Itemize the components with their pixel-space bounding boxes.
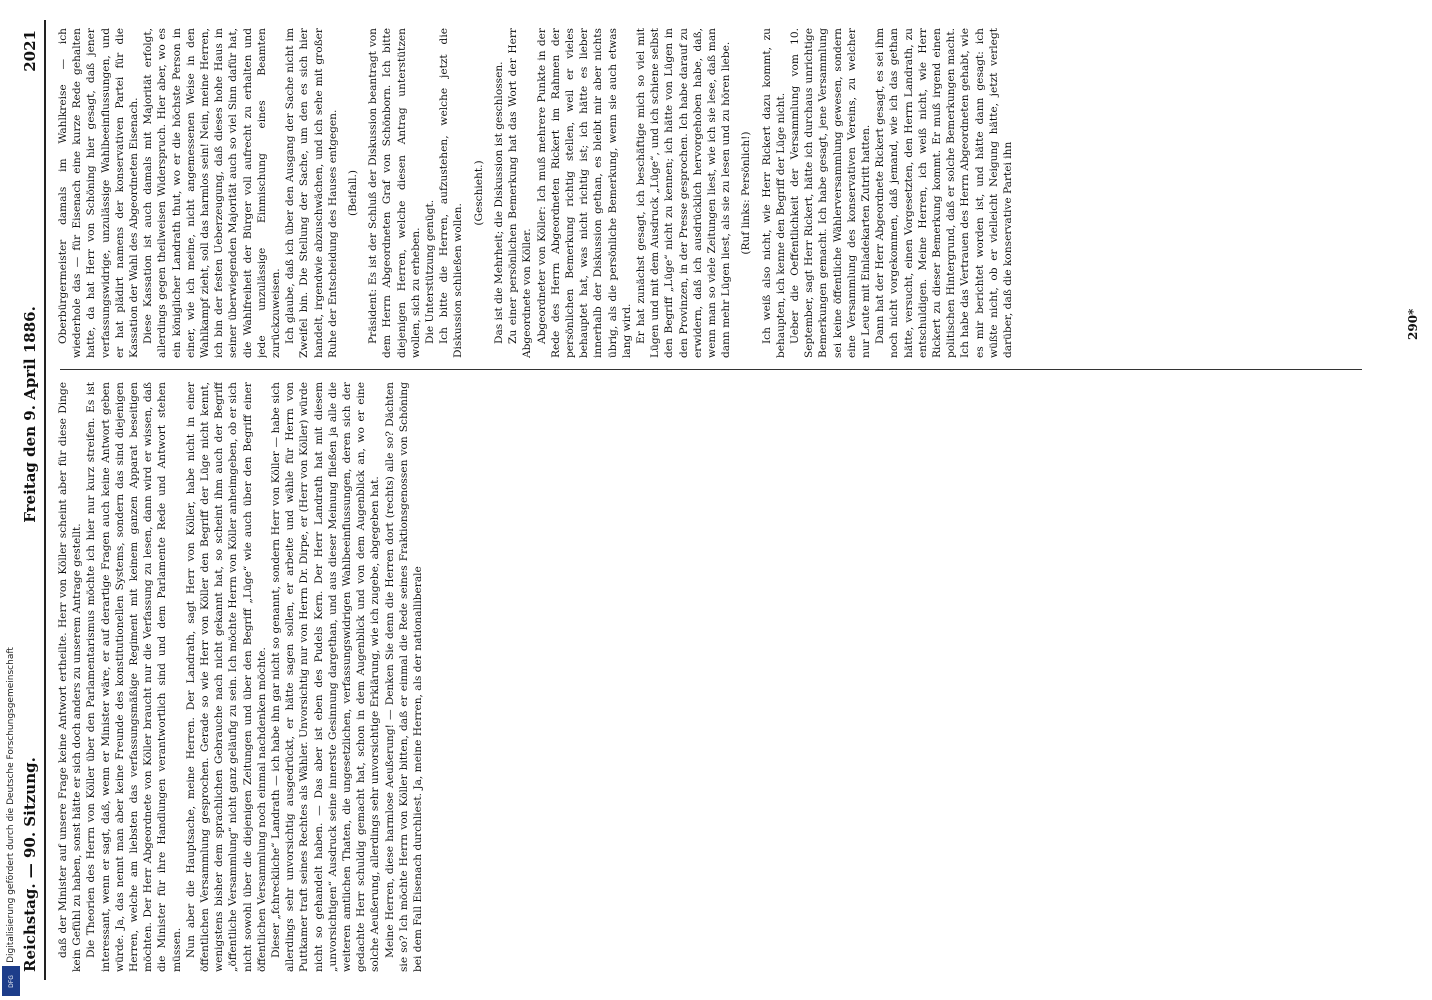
dfg-logo: DFG: [2, 966, 20, 996]
footer-number: 290*: [1406, 308, 1420, 340]
digitization-note: Digitalisierung gefördert durch die Deutsche Forschungsgemeinschaft: [6, 647, 16, 963]
paragraph: Die Theorien des Herrn von Köller über den Parlamentarismus möchte ich hier nur kurz streifen. Es ist interessant, wenn er sagt, daß, wenn er Minister wäre, er auf derartige Fragen auch keine Antwort geben würde. Ja, das nennt man aber keine Freunde des konstitutionellen Systems, sondern das sind diejenigen Herren, welche am liebsten das verfassungsmäßige Regiment mit keinem ganzen Apparat beseitigen möchten. Der Herr Abgeordnete von Köller braucht nur die Verfassung zu lesen, dann wird er wissen, daß die Minister für ihre Handlungen verantwortlich sind und dem Parlamente Rede und Antwort stehen müssen.: [85, 382, 183, 972]
paragraph: (Beifall.): [347, 169, 360, 217]
paragraph: Präsident: Es ist der Schluß der Diskussion beantragt von dem Herrn Abgeordneten Graf von Schönborn. Ich bitte diejenigen Herren, welche diesen Antrag unterstützen wollen, sich zu erheben.: [367, 28, 422, 358]
right-column: [56, 28, 1392, 358]
paragraph: Er hat zunächst gesagt, ich beschäftige mich so viel mit Lügen und mit dem Ausdruck „Lüge“, und ich schiene selbst den Begriff „Lüge“ nicht zu kennen; ich hätte von Lügen in den Provinzen, in der Presse gesprochen. Ich habe darauf zu erwidern, daß ich ausdrücklich hervorgehoben habe, daß, wenn man so viele Zeitungen liest, wie ich sie lese, daß man dann mehr Lügen liest, als sie zu lesen und zu hören liebe.: [634, 28, 733, 358]
paragraph: Nun aber die Hauptsache, meine Herren. Der Landrath, sagt Herr von Köller, habe nicht in einer öffentlichen Versammlung gesprochen. Gerade so wie Herr von Köller den Begriff der Lüge nicht kennt, wenigstens bisher dem sprachlichen Gebrauche nach nicht gekannt hat, so scheint ihm auch der Begriff „öffentliche Versammlung“ nicht ganz geläufig zu sein. Ich möchte Herrn von Köller anheimgeben, ob er sich nicht sowohl über die diejenigen Zeitungen und über den Begriff „Lüge“ wie auch über den Begriff einer öffentlichen Versammlung noch einmal nachdenken möchte.: [184, 382, 268, 972]
page-header: [18, 0, 42, 1000]
paragraph: Zu einer persönlichen Bemerkung hat das Wort der Herr Abgeordnete von Köller.: [507, 28, 534, 358]
paragraph: Die Unterstützung genügt.: [424, 199, 437, 344]
paragraph: (Geschieht.): [472, 160, 485, 226]
paragraph: Das ist die Mehrheit; die Diskussion ist geschlossen.: [492, 61, 505, 344]
paragraph: Ich weiß also nicht, wie Herr Rickert dazu kommt, zu behaupten, ich kenne den Begriff der Lüge nicht.: [760, 28, 787, 358]
paragraph: Ich bitte die Herren, aufzustehen, welche jetzt die Diskussion schließen wollen.: [438, 28, 465, 358]
header-rule: [44, 20, 46, 980]
paragraph: Ueber die Oeffentlichkeit der Versammlung vom 10. September, sagt Herr Rickert, hätte ich durchaus unrichtige Bemerkungen gemacht. Ich habe gesagt, jene Versammlung sei keine öffentliche Wählerversammlung gewesen, sondern eine Versammlung des konservativen Vereins, zu welcher nur Leute mit Einladekarten Zutritt hatten.: [788, 28, 872, 358]
paragraph: Meine Herren, diese harmlose Aeußerung! — Denken Sie denn die Herren dort (rechts) alle so? Dächten sie so? Ich möchte Herrn von Köller bitten, daß er einmal die Rede seines Fraktionsgenossen von Schöning bei dem Fall Eisenach durchliest. Ja, meine Herren, als der nationalliberale: [383, 382, 425, 972]
paragraph: Abgeordneter von Köller: Ich muß mehrere Punkte in der Rede des Herrn Abgeordneten Rickert im Rahmen der persönlichen Bemerkung richtig stellen, weil er vieles behauptet hat, was nicht richtig ist; ich hätte es lieber innerhalb der Diskussion gethan, es bleibt mir aber nichts übrig, als die persönliche Bemerkung, wenn sie auch etwas lang wird.: [535, 28, 633, 358]
paragraph: (Ruf links: Persönlich!): [740, 131, 753, 255]
header-center: Freitag den 9. April 1886.: [21, 306, 39, 523]
paragraph: Dann hat der Herr Abgeordnete Rickert gesagt, es sei ihm noch nicht vorgekommen, daß jemand, wie ich das gethan hätte, versucht, einen Vorgesetzten, den Herrn Landrath, zu entschuldigen. Meine Herren, ich weiß nicht, wie Herr Rickert zu dieser Bemerkung kommt. Er muß irgend einen politischen Hintergrund, daß er solche Bemerkungen macht. Ich habe das Vertrauen des Herrn Abgeordneten gehabt, wie es mir berichtet worden ist, und hätte dann gesagt: ich wüßte nicht, ob er vielleicht Neigung hätte, jetzt verlegt darüber, daß die konservative Partei ihn: [874, 28, 1014, 358]
paragraph: daß der Minister auf unsere Frage keine Antwort ertheilte. Herr von Köller scheint aber für diese Dinge kein Gefühl zu haben, sonst hätte er sich doch anders zu unserem Antrage gestellt.: [57, 382, 84, 972]
header-page-number: 2021: [21, 30, 39, 72]
paragraph: Ich glaube, daß ich über den Ausgang der Sache nicht im Zweifel bin. Die Stellung der Sache, um den es sich hier handelt, irgendwie abzuschwächen, und ich sehe mit großer Ruhe der Entscheidung des Hauses entgegen.: [284, 28, 339, 358]
paragraph: Dieser „fchreckliche“ Landrath — ich habe ihn gar nicht so genannt, sondern Herr von Köller — habe sich allerdings sehr unvorsichtig ausgedrückt, er hätte sagen sollen, er arbeite und wähle für Herrn von Puttkamer traft seines Rechtes als Wähler. Unvorsichtig nur von Herrn Dr. Dirpe, er (Herr von Köller) würde nicht so gehandelt haben. — Das aber ist eben des Pudels Kern. Der Herr Landrath hat mit diesem „unvorsichtigen“ Ausdruck seine innerste Gesinnung dargethan, und aus dieser Meinung fließen ja alle die weiteren amtlichen Thaten, die ungesetzlichen, verfassungswidrigen Wahlbeeinflussungen, deren sich der gedachte Herr schuldig gemacht hat, schon in dem Augenblick und von dem Augenblick an, wo er eine solche Aeußerung, allerdings sehr unvorsichtige Erklärung, wie ich zugebe, abgegeben hat.: [270, 382, 382, 972]
header-left: Reichstag. — 90. Sitzung.: [21, 757, 39, 972]
paragraph: Oberbürgermeister damals im Wahlkreise — ich wiederhole das — für Eisenach eine kurze Rede gehalten hatte, da hat Herr von Schöning hier gesagt, daß jener verfassungswidrige, unzulässige Wahlbeeinflussungen, und er hat plädirt namens der konservativen Partei für die Kassation der Wahl des Abgeordneten Eisenach.: [57, 28, 141, 358]
paragraph: Diese Kassation ist auch damals mit Majorität erfolgt, allerdings gegen theilweisen Widerspruch. Hier aber, wo es ein königlicher Landrath thut, wo er die höchste Person in einer, wie ich meine, nicht angemessenen Weise in den Wahlkampf zieht, soll das harmlos sein! Nein, meine Herren, ich bin der festen Ueberzeugung, daß dieses hohe Haus in seiner überwiegenden Majorität auch so viel Sinn dafür hat, die Wahlfreiheit der Bürger voll aufrecht zu erhalten und jede unzulässige Einmischung eines Beamten zurückzuweisen.: [142, 28, 283, 358]
column-divider: [60, 369, 1362, 370]
left-column: [56, 382, 1392, 972]
